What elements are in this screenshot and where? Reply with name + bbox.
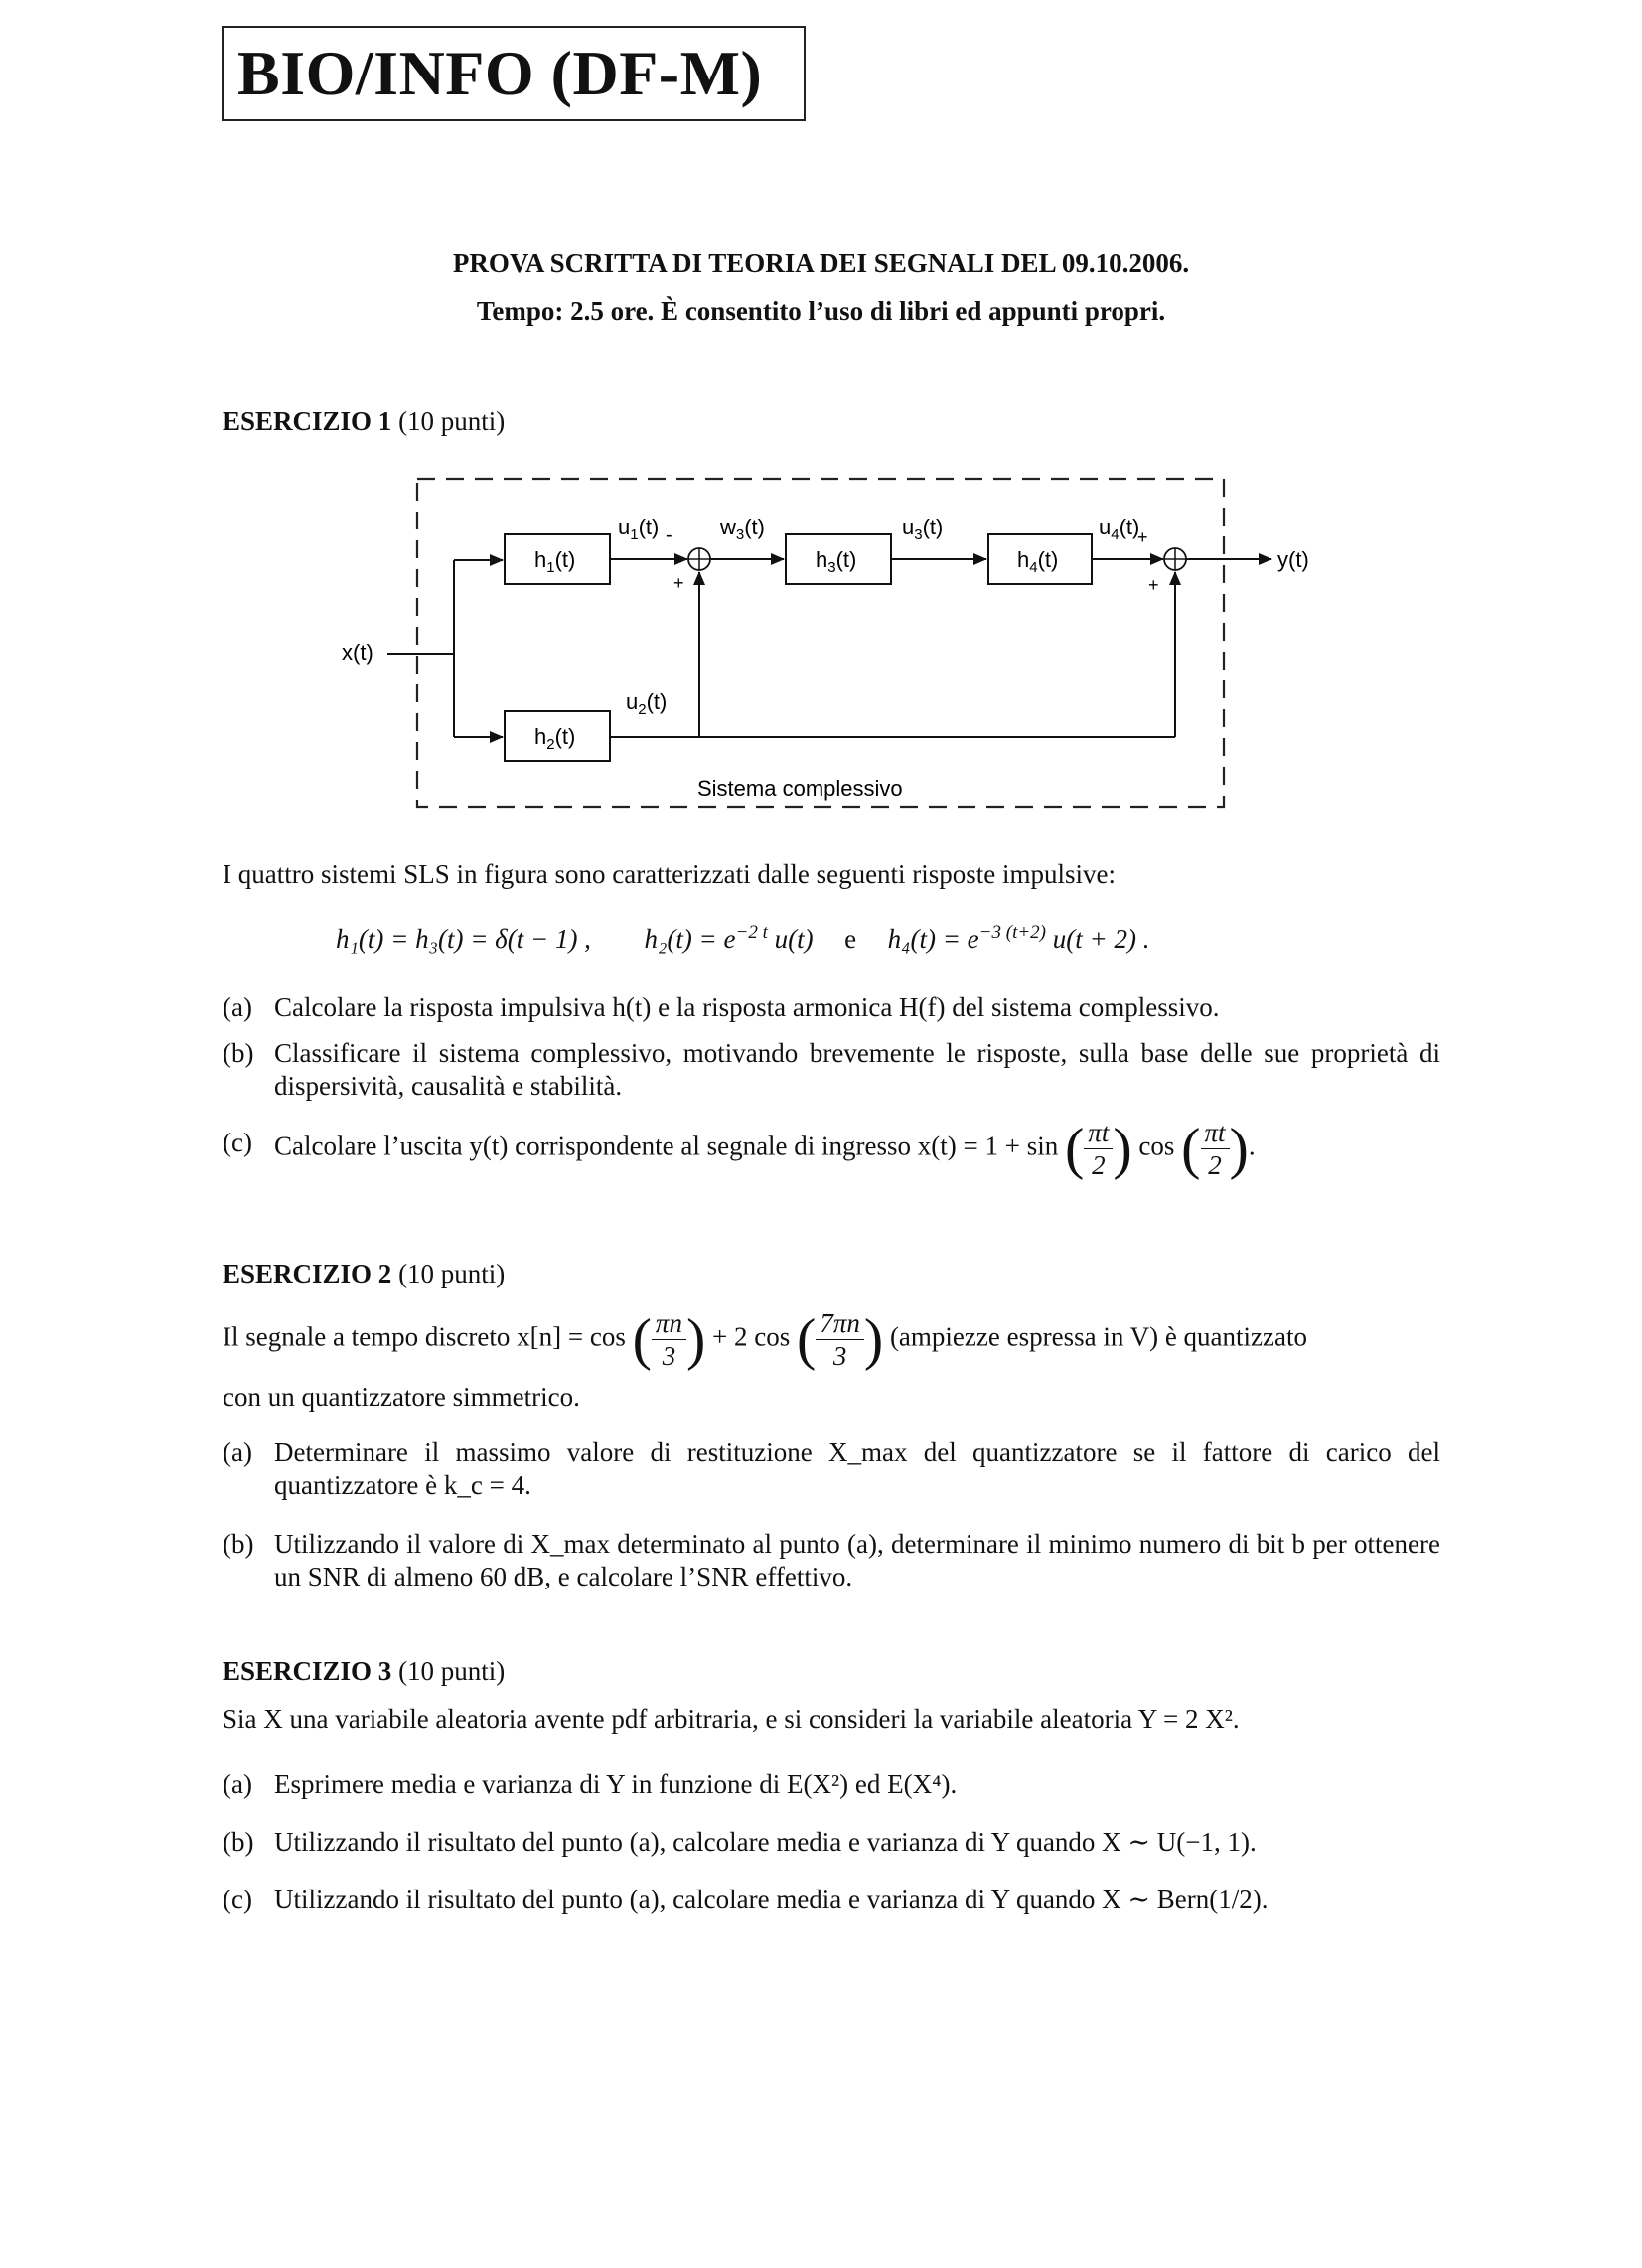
- ex2-heading: ESERCIZIO 2: [223, 1259, 392, 1288]
- ex2-intro-line1: Il segnale a tempo discreto x[n] = cos ( $\frac{\pi n}{3}$ ) + 2 cos ( $\frac{7\pi n}{3}$ ) (ampiezze espressa in V) è quantizzato: [223, 1306, 1307, 1372]
- w3-label: $w_3(t)$: [720, 515, 765, 543]
- sum1-plus-sign: +: [673, 573, 684, 593]
- summing-node-2: [1164, 548, 1186, 570]
- output-label: y(t): [1277, 547, 1309, 572]
- system-label: Sistema complessivo: [697, 776, 903, 801]
- ex1-points: (10 punti): [398, 406, 506, 436]
- input-label: x(t): [342, 640, 373, 665]
- sum2-plus-bottom: +: [1148, 575, 1159, 595]
- ex3-item-a: (a) Esprimere media e varianza di Y in funzione di E(X²) ed E(X⁴).: [223, 1769, 958, 1799]
- u3-label: $u_3(t)$: [902, 515, 944, 543]
- ex1-heading: ESERCIZIO 1: [223, 406, 392, 436]
- sum2-plus-top: +: [1137, 528, 1148, 547]
- u1-label: $u_1(t)$: [618, 515, 660, 543]
- course-title: BIO/INFO (DF-M): [237, 38, 763, 108]
- course-box: [222, 26, 806, 121]
- ex1-item-c: (c) Calcolare l’uscita y(t) corrispondente al segnale di ingresso x(t) = 1 + sin ( $\frac{\pi t}{2}$ ) cos ( $\frac{\pi t}{2}$ ).: [223, 1116, 1256, 1181]
- ex2-heading-line: [223, 1258, 1440, 1290]
- ex2-points: (10 punti): [398, 1259, 506, 1288]
- block-diagram: [328, 467, 1341, 825]
- ex2-item-a: (a) Determinare il massimo valore di restituzione X_max del quantizzatore se il fattore di carico del quantizzatore è k_c = 4.: [223, 1437, 1440, 1500]
- sum1-minus-sign: -: [666, 525, 672, 546]
- ex3-item-c: (c) Utilizzando il risultato del punto (a), calcolare media e varianza di Y quando X ∼ Bern(1/2).: [223, 1885, 1269, 1914]
- exam-title: PROVA SCRITTA DI TEORIA DEI SEGNALI DEL 09.10.2006.: [452, 248, 1190, 278]
- h3-label: $h_3(t)$: [816, 547, 857, 576]
- u4-label: $u_4(t)$: [1099, 515, 1140, 543]
- ex1-equation: h₁(t) = h₃(t) = δ(t − 1) , $h_2(t) = e^{-2 t}$ u(t) e $h_4(t) = e^{-3 (t+2)}$ u(t + 2) .: [336, 922, 1150, 954]
- ex2-item-b: (b) Utilizzando il valore di X_max determinato al punto (a), determinare il minimo numero di bit b per ottenere un SNR di almeno 60 dB, e calcolare l’SNR effettivo.: [223, 1529, 1440, 1591]
- h1-label: $h_1(t)$: [534, 547, 576, 576]
- ex1-intro: I quattro sistemi SLS in figura sono caratterizzati dalle seguenti risposte impulsive:: [223, 859, 1117, 889]
- ex3-intro: Sia X una variabile aleatoria avente pdf arbitraria, e si consideri la variabile aleatoria Y = 2 X².: [223, 1704, 1240, 1734]
- ex3-heading-line: [223, 1655, 1440, 1688]
- summing-node-1: [688, 548, 710, 570]
- ex1-item-a: (a) Calcolare la risposta impulsiva h(t) e la risposta armonica H(f) del sistema complessivo.: [223, 992, 1220, 1022]
- u2-label: $u_2(t)$: [626, 689, 668, 718]
- ex3-item-b: (b) Utilizzando il risultato del punto (a), calcolare media e varianza di Y quando X ∼ U(−1, 1).: [223, 1827, 1257, 1857]
- ex1-heading-line: [223, 405, 1440, 438]
- ex2-intro-line2: con un quantizzatore simmetrico.: [223, 1382, 580, 1412]
- ex1-item-b: (b) Classificare il sistema complessivo, motivando brevemente le risposte, sulla base delle sue proprietà di dispersività, causalità e stabilità.: [223, 1038, 1440, 1101]
- ex3-points: (10 punti): [398, 1656, 506, 1686]
- exam-subtitle: Tempo: 2.5 ore. È consentito l’uso di libri ed appunti propri.: [476, 296, 1166, 326]
- h2-label: $h_2(t)$: [534, 724, 576, 753]
- h4-label: $h_4(t)$: [1017, 547, 1059, 576]
- ex3-heading: ESERCIZIO 3: [223, 1656, 392, 1686]
